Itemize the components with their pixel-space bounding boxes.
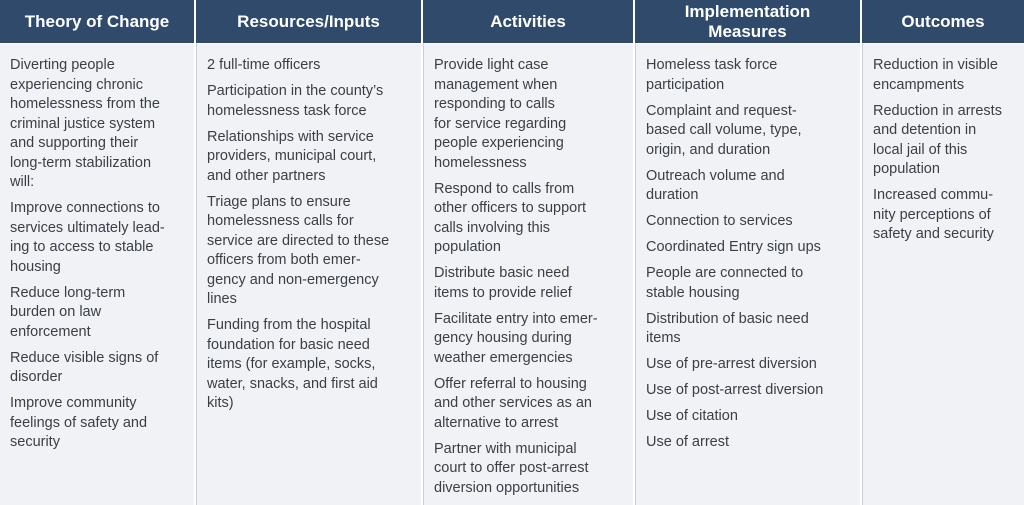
- column-theory-of-change: [0, 0, 196, 505]
- column-body: [423, 43, 633, 505]
- list-item: Homeless task force participation: [646, 57, 778, 93]
- column-activities: [423, 0, 635, 505]
- list-item: Coordinated Entry sign ups: [646, 239, 821, 255]
- column-resources-inputs: [196, 0, 423, 505]
- list-item: Use of arrest: [646, 434, 729, 450]
- column-header-label: Activities: [490, 11, 566, 31]
- column-body: [0, 43, 194, 505]
- column-implementation-measures: [635, 0, 862, 505]
- column-body: [862, 43, 1024, 505]
- list-item: Outreach volume and duration: [646, 167, 785, 203]
- column-header: [862, 0, 1024, 43]
- list-item: Reduce visible signs of disorder: [10, 349, 159, 385]
- list-item: Respond to calls from other officers to support calls involving this population: [434, 180, 587, 255]
- column-header-label: Outcomes: [901, 11, 985, 31]
- list-item: Relationships with service providers, municipal court, and other partners: [207, 128, 377, 184]
- list-item: Reduce long-term burden on law enforcement: [10, 284, 126, 340]
- list-item: Reduction in visible encampments: [873, 57, 998, 93]
- list-item: Use of citation: [646, 408, 738, 424]
- list-item: Increased commu- nity perceptions of safety and security: [873, 187, 994, 242]
- column-header-label: Theory of Change: [24, 11, 170, 31]
- list-item: People are connected to stable housing: [646, 265, 804, 301]
- column-body: [196, 43, 421, 505]
- list-item: 2 full-time officers: [207, 57, 321, 73]
- column-header: [196, 0, 421, 43]
- column-header: [0, 0, 194, 43]
- column-body: [635, 43, 860, 505]
- column-outcomes: [862, 0, 1024, 505]
- column-header: [423, 0, 633, 43]
- list-item: Reduction in arrests and detention in local jail of this population: [873, 102, 1002, 177]
- column-header: [635, 0, 860, 43]
- list-item: Participation in the county’s homelessness task force: [207, 83, 384, 119]
- list-item: Distribution of basic need items: [646, 310, 809, 346]
- list-item: Distribute basic need items to provide relief: [434, 265, 572, 301]
- list-item: Improve connections to services ultimately lead- ing to access to stable housing: [10, 200, 165, 275]
- column-header-label: Resources/Inputs: [237, 11, 380, 31]
- list-item: Use of pre-arrest diversion: [646, 356, 817, 372]
- column-header-label: Implementation Measures: [684, 1, 811, 41]
- list-item: Offer referral to housing and other services as an alternative to arrest: [434, 375, 592, 431]
- list-item: Complaint and request- based call volume, type, origin, and duration: [646, 102, 802, 158]
- list-item: Triage plans to ensure homelessness calls for service are directed to these officers from both emer- gency and non-emergency lines: [207, 193, 390, 307]
- list-item: Connection to services: [646, 213, 793, 229]
- list-item: Funding from the hospital foundation for basic need items (for example, socks, water, snacks, and first aid kits): [207, 317, 378, 411]
- list-item: Improve community feelings of safety and security: [10, 395, 148, 450]
- list-item: Diverting people experiencing chronic homelessness from the criminal justice system and supporting their long-term stabilization will:: [10, 57, 160, 190]
- list-item: Facilitate entry into emer- gency housing during weather emergencies: [434, 310, 598, 366]
- list-item: Partner with municipal court to offer post-arrest diversion opportunities: [434, 440, 589, 496]
- list-item: Use of post-arrest diversion: [646, 382, 824, 398]
- list-item: Provide light case management when responding to calls for service regarding people experiencing homelessness: [434, 57, 567, 171]
